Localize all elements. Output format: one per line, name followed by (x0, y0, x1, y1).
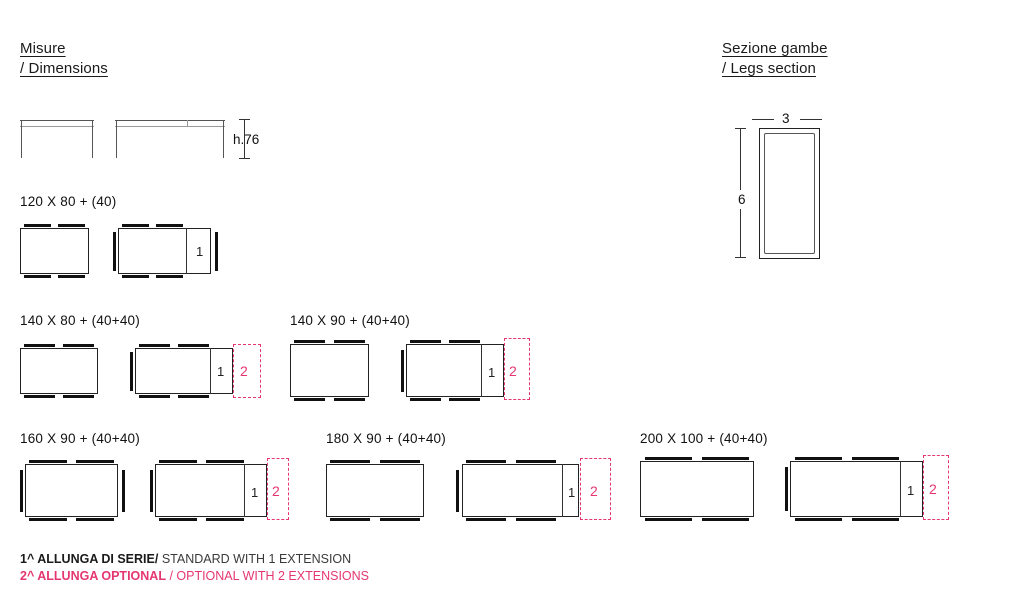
table-leg-right (223, 120, 224, 158)
edge-tick (330, 460, 370, 463)
edge-tick (466, 460, 506, 463)
legs-height-cap-bottom (735, 257, 746, 258)
table-leg-right (92, 120, 93, 158)
edge-tick (294, 340, 325, 343)
legend (20, 551, 369, 585)
table-top-120x80 (20, 228, 89, 274)
edge-tick (702, 457, 749, 460)
edge-tick (401, 350, 404, 392)
extension-2-label: 2 (929, 481, 937, 497)
edge-tick (380, 460, 420, 463)
extension-divider (481, 344, 482, 397)
legs-height-label: 6 (735, 190, 749, 209)
measures-heading (20, 39, 108, 79)
table-top-180x90 (326, 464, 424, 517)
legend-line-1 (20, 551, 369, 568)
table-top-140x90 (290, 344, 369, 397)
legend-1-bold: 1^ ALLUNGA DI SERIE/ (20, 552, 159, 566)
height-dimension-cap-bottom (239, 158, 250, 159)
edge-tick (516, 460, 556, 463)
edge-tick (24, 395, 55, 398)
extension-1-label: 1 (217, 364, 225, 379)
edge-tick (852, 457, 899, 460)
edge-tick (63, 395, 94, 398)
edge-tick (20, 470, 23, 512)
extension-1-label: 1 (251, 485, 259, 500)
edge-tick (516, 518, 556, 521)
legs-height-cap-top (735, 128, 746, 129)
group-label-140x90: 140 X 90 + (40+40) (290, 313, 410, 328)
extension-1-label: 1 (196, 244, 204, 259)
edge-tick (466, 518, 506, 521)
group-label-180x90: 180 X 90 + (40+40) (326, 431, 446, 446)
edge-tick (330, 518, 370, 521)
elevation-small-table (20, 120, 94, 158)
edge-tick (645, 457, 692, 460)
extension-1-label: 1 (568, 485, 576, 500)
edge-tick (139, 395, 170, 398)
edge-tick (63, 344, 94, 347)
table-top-200x100-ext (790, 461, 923, 517)
edge-tick (29, 518, 67, 521)
edge-tick (645, 518, 692, 521)
edge-tick (852, 518, 899, 521)
edge-tick (449, 398, 480, 401)
table-leg-left (21, 120, 22, 158)
group-label-200x100: 200 X 100 + (40+40) (640, 431, 768, 446)
edge-tick (113, 232, 116, 271)
legs-width-dim-left (752, 119, 774, 120)
edge-tick (206, 460, 244, 463)
extension-2-label: 2 (509, 363, 517, 379)
extension-2-label: 2 (272, 483, 280, 499)
edge-tick (215, 232, 218, 271)
edge-tick (58, 275, 85, 278)
edge-tick (206, 518, 244, 521)
leg-section-inner (764, 133, 815, 254)
edge-tick (24, 275, 51, 278)
edge-tick (410, 398, 441, 401)
edge-tick (702, 518, 749, 521)
edge-tick (24, 344, 55, 347)
edge-tick (410, 340, 441, 343)
edge-tick (795, 457, 842, 460)
optional-extension-2 (504, 338, 530, 400)
edge-tick (159, 518, 197, 521)
edge-tick (122, 224, 149, 227)
extension-2-label: 2 (240, 363, 248, 379)
edge-tick (456, 470, 459, 512)
extension-1-label: 1 (907, 483, 915, 498)
table-top-inner-line (20, 126, 94, 127)
legs-heading-en: / Legs section (722, 60, 816, 77)
edge-tick (24, 224, 51, 227)
table-leg-left (116, 120, 117, 158)
legend-2-bold: 2^ ALLUNGA OPTIONAL (20, 569, 166, 583)
edge-tick (29, 460, 67, 463)
legend-2-rest: / OPTIONAL WITH 2 EXTENSIONS (165, 569, 370, 583)
legend-1-rest: STANDARD WITH 1 EXTENSION (158, 552, 352, 566)
edge-tick (334, 340, 365, 343)
edge-tick (294, 398, 325, 401)
edge-tick (122, 275, 149, 278)
table-top-160x90 (25, 464, 118, 517)
edge-tick (178, 395, 209, 398)
edge-tick (139, 344, 170, 347)
edge-tick (795, 518, 842, 521)
edge-tick (785, 467, 788, 511)
edge-tick (130, 352, 133, 391)
edge-tick (156, 275, 183, 278)
edge-tick (156, 224, 183, 227)
height-label: h.76 (233, 132, 260, 147)
extension-seam (187, 120, 188, 127)
edge-tick (449, 340, 480, 343)
table-top-edge (115, 120, 225, 121)
edge-tick (76, 460, 114, 463)
extension-divider (210, 348, 211, 394)
elevation-extended-table (115, 120, 225, 158)
group-label-140x80: 140 X 80 + (40+40) (20, 313, 140, 328)
extension-1-label: 1 (488, 365, 496, 380)
extension-divider (186, 228, 187, 274)
edge-tick (334, 398, 365, 401)
group-label-160x90: 160 X 90 + (40+40) (20, 431, 140, 446)
edge-tick (159, 460, 197, 463)
extension-divider (900, 461, 901, 517)
edge-tick (150, 470, 153, 512)
group-label-120x80: 120 X 80 + (40) (20, 194, 117, 209)
table-top-200x100 (640, 461, 754, 517)
table-top-inner-line (115, 126, 225, 127)
edge-tick (122, 470, 125, 512)
legs-section-heading (722, 39, 828, 79)
extension-2-label: 2 (590, 483, 598, 499)
edge-tick (380, 518, 420, 521)
edge-tick (76, 518, 114, 521)
legend-line-2 (20, 568, 369, 585)
table-top-140x80 (20, 348, 98, 394)
extension-divider (244, 464, 245, 517)
edge-tick (58, 224, 85, 227)
legs-width-label: 3 (782, 111, 790, 126)
edge-tick (178, 344, 209, 347)
measures-heading-it: Misure (20, 40, 66, 57)
legs-width-dim-right (800, 119, 822, 120)
extension-divider (562, 464, 563, 517)
height-dimension-cap-top (239, 119, 250, 120)
measures-heading-en: / Dimensions (20, 60, 108, 77)
table-top-edge (20, 120, 94, 121)
legs-heading-it: Sezione gambe (722, 40, 828, 57)
